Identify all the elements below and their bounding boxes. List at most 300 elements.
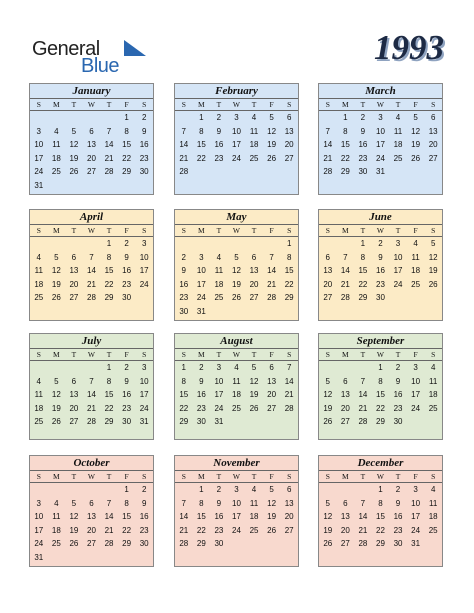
day-cell: 15 [179, 390, 189, 400]
day-cell: 5 [269, 113, 274, 123]
day-cell: 30 [196, 417, 206, 427]
day-cell [118, 551, 136, 565]
day-cell: 15 [196, 140, 206, 150]
day-cell: 9 [378, 252, 383, 262]
day-cell: 18 [34, 403, 44, 413]
day-cell: 5 [54, 252, 59, 262]
day-cell: 19 [411, 140, 421, 150]
day-cell: 15 [122, 512, 132, 522]
day-cell: 30 [179, 306, 189, 316]
day-cell: 8 [106, 252, 112, 262]
day-cell: 25 [428, 403, 438, 413]
day-cell: 30 [393, 417, 403, 427]
day-cell: 31 [214, 417, 224, 427]
weekday-label: F [118, 225, 136, 237]
weekday-label: W [228, 225, 246, 237]
weekday-label: T [245, 99, 263, 111]
day-cell [245, 537, 263, 551]
day-cell: 28 [358, 539, 368, 549]
day-cell: 29 [358, 293, 368, 303]
month-days-table [30, 471, 153, 564]
day-cell: 16 [393, 512, 403, 522]
day-cell: 3 [36, 498, 41, 508]
week-row [175, 524, 298, 538]
day-cell [135, 551, 153, 565]
day-cell [263, 165, 281, 179]
day-cell: 20 [69, 279, 79, 289]
day-cell: 16 [122, 390, 132, 400]
day-cell [354, 483, 372, 497]
day-cell [228, 305, 246, 319]
weekday-label: M [337, 225, 355, 237]
day-cell: 9 [395, 498, 401, 508]
day-cell: 25 [249, 525, 259, 535]
week-row [30, 497, 153, 511]
month-days-table [30, 349, 153, 429]
day-cell: 26 [428, 279, 438, 289]
day-cell: 27 [340, 539, 350, 549]
week-row [175, 483, 298, 497]
day-cell: 7 [269, 252, 274, 262]
day-cell [263, 237, 281, 251]
day-cell: 20 [340, 403, 350, 413]
day-cell: 26 [69, 167, 79, 177]
day-cell [48, 111, 66, 125]
day-cell: 26 [411, 153, 421, 163]
day-cell: 26 [267, 525, 277, 535]
day-cell: 10 [232, 126, 241, 136]
day-cell: 2 [124, 363, 129, 373]
month-name: February [175, 84, 298, 99]
day-cell: 23 [122, 279, 132, 289]
weekday-label: T [245, 225, 263, 237]
week-row [319, 165, 442, 179]
weekday-label: F [407, 349, 425, 361]
month-january [29, 83, 154, 195]
week-row [30, 510, 153, 524]
weekday-label: S [175, 225, 193, 237]
month-december [318, 455, 443, 567]
day-cell [30, 483, 48, 497]
day-cell [228, 165, 246, 179]
weekday-header-row [175, 349, 298, 361]
day-cell: 16 [122, 266, 132, 276]
weekday-label: F [118, 471, 136, 483]
day-cell: 10 [232, 498, 241, 508]
weekday-label: M [337, 99, 355, 111]
weekday-header-row [319, 225, 442, 237]
day-cell: 5 [325, 498, 330, 508]
weekday-label: S [280, 99, 298, 111]
week-row [30, 361, 153, 375]
day-cell: 18 [411, 266, 421, 276]
day-cell: 3 [234, 113, 239, 123]
day-cell: 6 [251, 252, 257, 262]
day-cell: 21 [323, 153, 333, 163]
day-cell: 20 [284, 512, 294, 522]
day-cell: 23 [358, 153, 368, 163]
day-cell: 16 [139, 512, 149, 522]
day-cell [280, 305, 298, 319]
weekday-label: S [319, 471, 337, 483]
day-cell: 1 [378, 485, 383, 495]
day-cell: 27 [249, 293, 259, 303]
day-cell: 20 [323, 279, 333, 289]
day-cell [48, 551, 66, 565]
day-cell: 11 [52, 512, 61, 522]
weekday-label: T [100, 225, 118, 237]
day-cell: 17 [34, 153, 44, 163]
day-cell: 25 [393, 153, 403, 163]
day-cell: 14 [179, 512, 189, 522]
day-cell [263, 305, 281, 319]
day-cell: 30 [122, 417, 132, 427]
day-cell: 6 [286, 113, 292, 123]
day-cell: 25 [411, 279, 421, 289]
day-cell: 23 [196, 403, 206, 413]
day-cell: 27 [323, 293, 333, 303]
year-title: 1993 [374, 28, 444, 67]
day-cell: 29 [122, 539, 132, 549]
weekday-label: M [48, 471, 66, 483]
month-name: December [319, 456, 442, 471]
day-cell: 2 [378, 239, 383, 249]
day-cell: 18 [214, 279, 224, 289]
day-cell: 18 [249, 512, 259, 522]
day-cell: 24 [232, 153, 241, 163]
day-cell [83, 551, 101, 565]
weekday-label: T [245, 349, 263, 361]
day-cell: 9 [360, 126, 366, 136]
week-row [319, 138, 442, 152]
day-cell: 16 [393, 390, 403, 400]
weekday-header-row [319, 349, 442, 361]
day-cell: 26 [323, 539, 333, 549]
day-cell: 4 [54, 498, 59, 508]
day-cell: 24 [34, 539, 44, 549]
day-cell: 31 [34, 180, 44, 190]
day-cell: 24 [411, 403, 421, 413]
day-cell: 15 [196, 512, 206, 522]
day-cell [389, 165, 407, 179]
day-cell: 28 [267, 293, 277, 303]
day-cell: 2 [216, 485, 222, 495]
weekday-label: S [280, 471, 298, 483]
day-cell: 4 [395, 113, 401, 123]
day-cell: 12 [69, 512, 79, 522]
day-cell: 19 [232, 279, 241, 289]
day-cell: 18 [428, 390, 438, 400]
day-cell: 7 [343, 252, 348, 262]
day-cell: 7 [360, 498, 366, 508]
day-cell: 9 [124, 252, 129, 262]
weekday-label: F [263, 99, 281, 111]
day-cell: 7 [106, 498, 112, 508]
day-cell: 17 [411, 390, 421, 400]
week-row [30, 251, 153, 265]
day-cell [193, 237, 211, 251]
day-cell: 5 [269, 485, 274, 495]
weekday-label: T [354, 471, 372, 483]
weekday-header-row [30, 471, 153, 483]
day-cell: 10 [34, 140, 44, 150]
day-cell [228, 415, 246, 429]
day-cell: 2 [141, 485, 147, 495]
day-cell: 8 [199, 498, 204, 508]
day-cell: 16 [358, 140, 368, 150]
day-cell: 5 [251, 363, 257, 373]
day-cell: 15 [104, 390, 114, 400]
day-cell: 7 [286, 363, 292, 373]
day-cell: 6 [71, 252, 77, 262]
week-row [30, 402, 153, 416]
weekday-label: F [118, 99, 136, 111]
week-row [30, 125, 153, 139]
day-cell: 19 [323, 525, 333, 535]
day-cell: 6 [71, 376, 77, 386]
day-cell: 29 [196, 539, 206, 549]
day-cell: 9 [141, 498, 147, 508]
day-cell: 23 [179, 293, 189, 303]
day-cell: 26 [267, 153, 277, 163]
week-row [30, 415, 153, 429]
week-row [319, 237, 442, 251]
weekday-label: M [48, 99, 66, 111]
day-cell: 30 [139, 539, 149, 549]
month-march [318, 83, 443, 195]
day-cell: 13 [428, 126, 438, 136]
day-cell: 30 [376, 293, 385, 303]
day-cell [245, 305, 263, 319]
weekday-label: T [389, 225, 407, 237]
day-cell: 14 [104, 512, 114, 522]
day-cell: 2 [141, 113, 147, 123]
day-cell: 14 [104, 140, 114, 150]
day-cell: 7 [181, 126, 186, 136]
day-cell: 8 [286, 252, 292, 262]
brand-logo [32, 38, 122, 78]
month-days-table [30, 225, 153, 305]
month-name: October [30, 456, 153, 471]
day-cell [319, 237, 337, 251]
day-cell: 30 [214, 539, 224, 549]
day-cell [319, 361, 337, 375]
day-cell: 6 [343, 376, 348, 386]
day-cell: 17 [411, 512, 421, 522]
month-july [29, 333, 154, 440]
weekday-label: F [263, 349, 281, 361]
day-cell: 25 [34, 417, 44, 427]
day-cell [65, 237, 83, 251]
weekday-label: T [100, 99, 118, 111]
day-cell: 13 [69, 390, 79, 400]
month-days-table [30, 99, 153, 192]
weekday-header-row [175, 99, 298, 111]
weekday-label: S [319, 99, 337, 111]
day-cell [30, 111, 48, 125]
weekday-label: S [424, 471, 442, 483]
day-cell: 4 [234, 363, 239, 373]
week-row [319, 278, 442, 292]
day-cell: 15 [358, 266, 368, 276]
month-may [174, 209, 299, 321]
day-cell: 23 [376, 279, 385, 289]
weekday-label: T [210, 225, 228, 237]
weekday-label: W [372, 225, 390, 237]
day-cell: 19 [51, 279, 61, 289]
day-cell: 8 [378, 498, 383, 508]
day-cell: 29 [179, 417, 189, 427]
week-row [319, 125, 442, 139]
day-cell: 24 [34, 167, 44, 177]
day-cell: 4 [413, 239, 418, 249]
weekday-label: S [424, 349, 442, 361]
day-cell: 12 [323, 512, 333, 522]
weekday-label: T [245, 471, 263, 483]
day-cell: 27 [340, 417, 350, 427]
day-cell: 5 [54, 376, 59, 386]
weekday-header-row [319, 99, 442, 111]
day-cell: 23 [393, 525, 403, 535]
day-cell: 13 [267, 376, 277, 386]
day-cell: 19 [267, 140, 277, 150]
day-cell: 17 [376, 140, 385, 150]
day-cell: 4 [251, 485, 257, 495]
day-cell: 16 [214, 140, 224, 150]
day-cell: 28 [340, 293, 350, 303]
day-cell: 29 [122, 167, 132, 177]
weekday-label: S [175, 471, 193, 483]
weekday-label: M [193, 225, 211, 237]
day-cell: 15 [376, 512, 385, 522]
day-cell [319, 483, 337, 497]
weekday-label: M [337, 471, 355, 483]
day-cell: 3 [378, 113, 383, 123]
day-cell: 20 [340, 525, 350, 535]
day-cell [83, 179, 101, 193]
day-cell [245, 415, 263, 429]
day-cell: 1 [286, 239, 292, 249]
day-cell: 27 [87, 539, 96, 549]
day-cell: 12 [69, 140, 79, 150]
week-row [319, 415, 442, 429]
day-cell: 26 [69, 539, 79, 549]
weekday-header-row [30, 349, 153, 361]
day-cell: 13 [69, 266, 79, 276]
day-cell: 26 [232, 293, 241, 303]
day-cell: 11 [232, 376, 241, 386]
day-cell: 10 [411, 376, 421, 386]
day-cell: 10 [411, 498, 421, 508]
day-cell [175, 483, 193, 497]
day-cell: 2 [216, 113, 222, 123]
week-row [319, 291, 442, 305]
weekday-label: S [175, 349, 193, 361]
day-cell: 21 [358, 403, 368, 413]
day-cell [337, 361, 355, 375]
weekday-label: T [210, 349, 228, 361]
day-cell: 28 [104, 539, 114, 549]
day-cell: 6 [343, 498, 348, 508]
day-cell: 1 [106, 363, 112, 373]
day-cell: 9 [216, 498, 222, 508]
week-row [30, 165, 153, 179]
weekday-label: W [372, 99, 390, 111]
day-cell: 14 [179, 140, 189, 150]
day-cell: 27 [69, 417, 79, 427]
day-cell: 2 [199, 363, 204, 373]
day-cell: 9 [395, 376, 401, 386]
week-row [175, 152, 298, 166]
day-cell: 7 [89, 376, 94, 386]
day-cell [30, 361, 48, 375]
week-row [319, 537, 442, 551]
day-cell: 28 [87, 417, 96, 427]
week-row [175, 375, 298, 389]
day-cell: 20 [69, 403, 79, 413]
weekday-label: W [83, 99, 101, 111]
day-cell: 11 [429, 498, 438, 508]
brand-word-blue: Blue [81, 55, 120, 77]
day-cell: 1 [124, 485, 129, 495]
week-row [319, 375, 442, 389]
day-cell [263, 537, 281, 551]
day-cell: 1 [378, 363, 383, 373]
day-cell: 30 [122, 293, 132, 303]
day-cell: 1 [124, 113, 129, 123]
week-row [319, 264, 442, 278]
day-cell: 30 [393, 539, 403, 549]
week-row [30, 237, 153, 251]
day-cell [83, 361, 101, 375]
month-days-table [175, 99, 298, 179]
day-cell: 8 [124, 498, 129, 508]
week-row [30, 264, 153, 278]
day-cell: 14 [284, 376, 294, 386]
day-cell: 2 [360, 113, 366, 123]
day-cell [100, 483, 118, 497]
weekday-label: F [407, 471, 425, 483]
day-cell: 6 [286, 485, 292, 495]
weekday-label: W [83, 225, 101, 237]
weekday-label: M [48, 349, 66, 361]
day-cell: 5 [325, 376, 330, 386]
day-cell: 3 [413, 363, 418, 373]
month-days-table [319, 225, 442, 305]
weekday-label: T [210, 99, 228, 111]
week-row [30, 483, 153, 497]
day-cell: 15 [340, 140, 350, 150]
day-cell: 24 [196, 293, 206, 303]
day-cell: 21 [179, 153, 189, 163]
day-cell: 9 [141, 126, 147, 136]
day-cell: 30 [358, 167, 368, 177]
day-cell: 25 [214, 293, 224, 303]
day-cell: 14 [358, 512, 368, 522]
day-cell: 23 [393, 403, 403, 413]
day-cell: 9 [181, 266, 186, 276]
day-cell: 28 [179, 539, 189, 549]
week-row [319, 251, 442, 265]
day-cell [135, 291, 153, 305]
month-october [29, 455, 154, 567]
day-cell: 22 [196, 525, 206, 535]
triangle-icon [124, 40, 146, 56]
day-cell: 20 [249, 279, 259, 289]
day-cell [48, 237, 66, 251]
week-row [30, 537, 153, 551]
day-cell: 10 [34, 512, 44, 522]
